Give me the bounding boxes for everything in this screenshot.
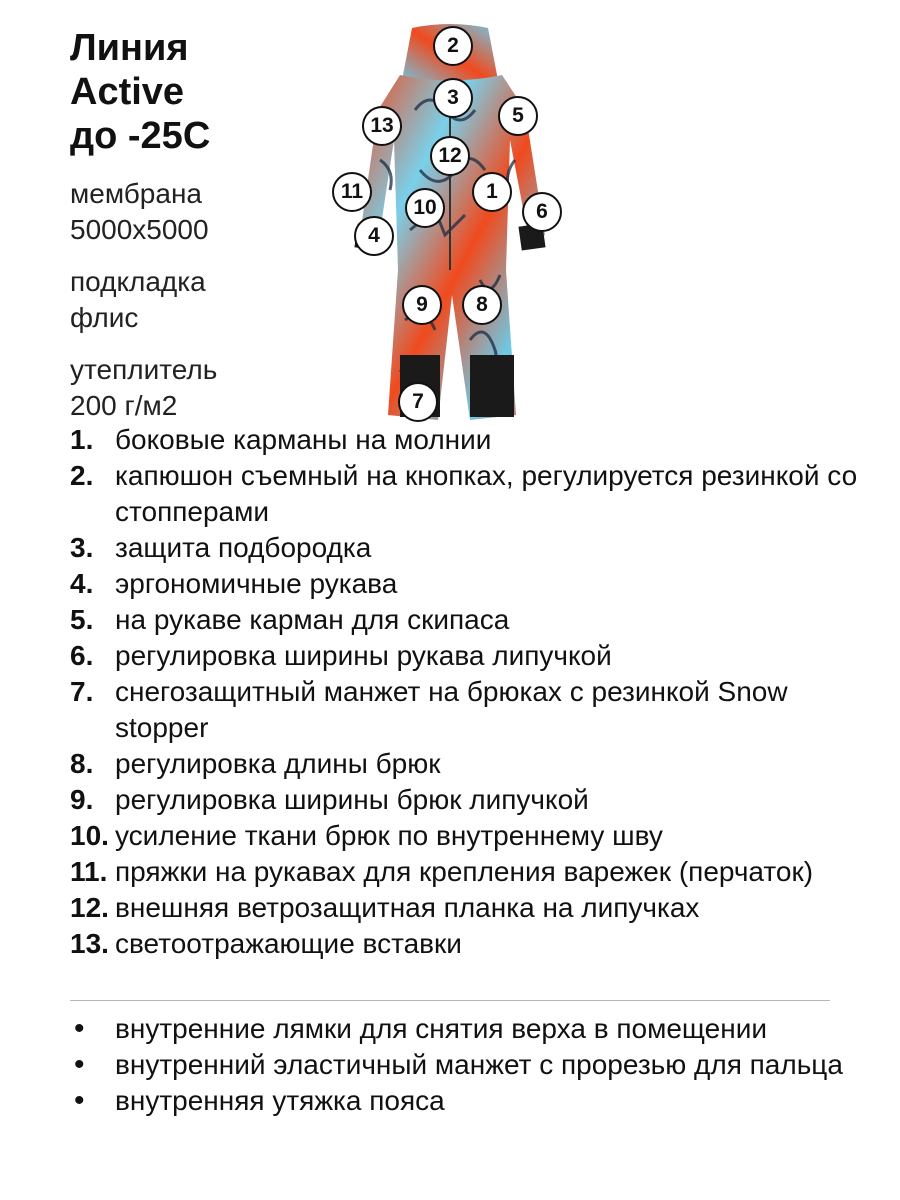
feature-item [70, 854, 870, 890]
spec-label: утеплитель [70, 354, 218, 385]
feature-text: капюшон съемный на кнопках, регулируется резинкой со стопперами [115, 460, 858, 527]
spec-lining [70, 264, 330, 336]
callout-badge-2: 2 [433, 26, 473, 66]
callout-badge-3: 3 [433, 78, 473, 118]
feature-text: светоотражающие вставки [115, 928, 462, 959]
feature-text: внешняя ветрозащитная планка на липучках [115, 892, 700, 923]
spec-insulation [70, 352, 330, 424]
feature-number: 6. [70, 640, 94, 671]
feature-number: 3. [70, 532, 94, 563]
feature-number: 13. [70, 928, 109, 959]
callout-badge-10: 10 [405, 188, 445, 228]
callout-badge-6: 6 [522, 192, 562, 232]
spec-block [70, 176, 330, 440]
feature-text: усиление ткани брюк по внутреннему шву [115, 820, 663, 851]
title-line-3: до -25C [70, 115, 211, 157]
feature-number: 4. [70, 568, 94, 599]
bullet-icon: • [74, 1084, 85, 1117]
product-line-title [70, 26, 330, 158]
bullet-text: внутренний эластичный манжет с прорезью для пальца [115, 1049, 843, 1080]
feature-number: 12. [70, 892, 109, 923]
title-line-1: Линия [70, 27, 189, 69]
feature-item [70, 458, 870, 530]
spec-value: 200 г/м2 [70, 390, 178, 421]
feature-item [70, 926, 870, 962]
callout-badge-12: 12 [430, 136, 470, 176]
feature-item [70, 746, 870, 782]
callout-badge-9: 9 [402, 285, 442, 325]
callout-badge-5: 5 [498, 96, 538, 136]
spec-membrane [70, 176, 330, 248]
feature-item [70, 638, 870, 674]
feature-number: 2. [70, 460, 94, 491]
feature-text: пряжки на рукавах для крепления варежек (перчаток) [115, 856, 814, 887]
feature-item [70, 422, 870, 458]
feature-text: эргономичные рукава [115, 568, 398, 599]
feature-item [70, 890, 870, 926]
feature-text: снегозащитный манжет на брюках с резинкой Snow stopper [115, 676, 788, 743]
spec-value: флис [70, 302, 139, 333]
feature-number: 8. [70, 748, 94, 779]
spec-value: 5000x5000 [70, 214, 209, 245]
bullet-item [70, 1047, 870, 1083]
feature-text: на рукаве карман для скипаса [115, 604, 510, 635]
snowsuit-figure [320, 20, 580, 440]
spec-label: подкладка [70, 266, 206, 297]
feature-text: защита подбородка [115, 532, 372, 563]
feature-item [70, 602, 870, 638]
feature-number: 1. [70, 424, 94, 455]
bullet-text: внутренние лямки для снятия верха в помещении [115, 1013, 767, 1044]
title-line-2: Active [70, 71, 185, 113]
feature-number: 11. [70, 856, 108, 887]
feature-number: 10. [70, 820, 109, 851]
callout-badge-13: 13 [362, 106, 402, 146]
feature-text: регулировка ширины брюк липучкой [115, 784, 589, 815]
bullet-item [70, 1011, 870, 1047]
callout-badge-8: 8 [462, 285, 502, 325]
feature-list [70, 422, 870, 962]
bullet-text: внутренняя утяжка пояса [115, 1085, 445, 1116]
bullet-item [70, 1083, 870, 1119]
feature-item [70, 782, 870, 818]
feature-item [70, 818, 870, 854]
bullet-icon: • [74, 1012, 85, 1045]
spec-label: мембрана [70, 178, 202, 209]
feature-number: 5. [70, 604, 94, 635]
feature-number: 7. [70, 676, 94, 707]
feature-text: регулировка ширины рукава липучкой [115, 640, 612, 671]
section-divider [70, 1000, 830, 1001]
callout-badge-7: 7 [398, 382, 438, 422]
feature-text: боковые карманы на молнии [115, 424, 492, 455]
feature-text: регулировка длины брюк [115, 748, 441, 779]
callout-badge-11: 11 [332, 172, 372, 212]
callout-badge-4: 4 [354, 216, 394, 256]
feature-number: 9. [70, 784, 94, 815]
callout-badge-1: 1 [472, 172, 512, 212]
feature-item [70, 674, 870, 746]
bullet-icon: • [74, 1048, 85, 1081]
feature-item [70, 530, 870, 566]
extra-features-list [70, 1011, 870, 1119]
feature-item [70, 566, 870, 602]
